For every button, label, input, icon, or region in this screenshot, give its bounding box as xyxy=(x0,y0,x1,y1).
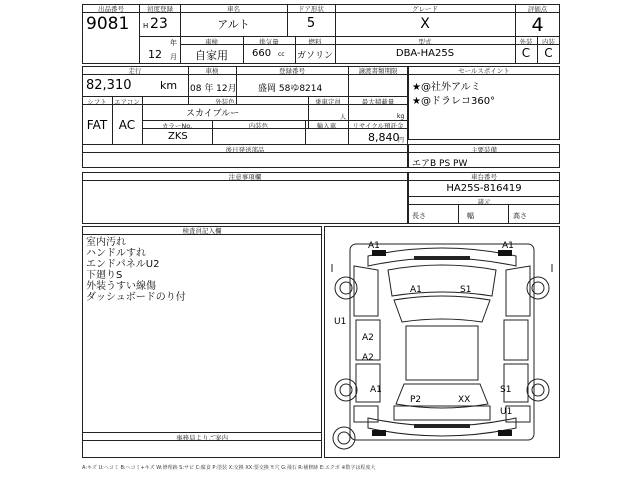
length-label: 長さ xyxy=(412,212,426,220)
recycle-fee-label: リサイクル預託金 xyxy=(352,122,404,130)
damage-mark: XX xyxy=(458,395,471,405)
color-value: スカイブルー xyxy=(186,109,240,119)
chassis-number: HA25S-816419 xyxy=(446,183,522,194)
cc-unit: cc xyxy=(278,51,285,58)
fuel-value: ガソリン xyxy=(296,51,333,61)
capacity-label: 乗車定員 xyxy=(315,98,341,106)
color-no-label: カラーNo. xyxy=(161,122,193,130)
damage-mark: U1 xyxy=(500,407,513,417)
inspector-note: 下廻りS xyxy=(86,270,123,281)
shaken-exp-value: 08 年 12月 xyxy=(190,84,237,94)
plate-value: 盛岡 58ゆ8214 xyxy=(258,84,323,94)
damage-mark: U1 xyxy=(334,317,347,327)
import-label: 輸入車 xyxy=(316,122,337,130)
inspector-note: ハンドルすれ xyxy=(86,248,146,259)
damage-mark: P2 xyxy=(410,395,422,405)
era-mark: H xyxy=(143,22,149,30)
damage-mark: A2 xyxy=(362,353,374,363)
first-reg-label: 初度登録 xyxy=(147,5,173,13)
damage-mark: S1 xyxy=(500,385,512,395)
month-unit: 月 xyxy=(170,53,177,61)
model-label: 型式 xyxy=(418,38,432,46)
interior-score: C xyxy=(544,46,553,60)
dims-title: 諸元 xyxy=(477,198,491,206)
shaken-label: 車検 xyxy=(205,38,218,46)
wheel-rear-left xyxy=(335,379,357,401)
kg-unit: kg xyxy=(397,113,405,120)
score-label: 評価点 xyxy=(527,5,548,13)
taillight-right xyxy=(498,430,512,436)
legend: A:キズ U:ヘコミ B:ヘコミ+キズ W:修理跡 S:サビ C:腐食 P:塗装 X:交換 XX:要交換 Y:穴 G:飛石 R:補修跡 E:エクボ ※数字は程度大 xyxy=(82,465,376,471)
lot-box xyxy=(82,4,140,64)
equipment-label: 主要装備 xyxy=(471,146,497,154)
color-label: 外装色 xyxy=(215,98,235,106)
first-reg-year: 23 xyxy=(150,16,168,32)
grille xyxy=(414,256,470,260)
exterior-label: 外装 xyxy=(519,38,533,46)
color-no-value: ZKS xyxy=(168,131,188,142)
damage-mark: A1 xyxy=(370,385,382,395)
mileage-label: 走行 xyxy=(128,67,142,75)
equipment-value: エアB PS PW xyxy=(412,159,468,169)
shaken-value: 自家用 xyxy=(195,49,228,62)
left-front-fender xyxy=(354,266,378,316)
model-value: DBA-HA25S xyxy=(395,48,455,59)
fuel-label: 燃料 xyxy=(308,38,322,46)
damage-mark: A1 xyxy=(368,241,380,251)
damage-mark: S1 xyxy=(460,285,472,295)
shift-value: FAT xyxy=(86,118,108,132)
car-name: アルト xyxy=(217,18,250,31)
left-rear-door xyxy=(356,364,380,402)
inspector-title: 検査員記入欄 xyxy=(182,227,222,235)
inspector-note: エンドパネルU2 xyxy=(86,259,160,270)
right-rear-door xyxy=(504,364,528,402)
year-unit: 年 xyxy=(170,39,177,47)
car-name-label: 車名 xyxy=(227,5,240,13)
ac-value: AC xyxy=(118,118,136,132)
hood xyxy=(388,265,496,296)
damage-mark: A1 xyxy=(410,285,422,295)
door-value: 5 xyxy=(306,16,316,31)
displacement-value: 660 xyxy=(252,48,272,59)
sales-point-1: ★@社外アルミ xyxy=(412,82,481,93)
wheel-rear-right xyxy=(527,379,549,401)
lot-label: 出品番号 xyxy=(98,5,124,13)
recycle-doc-label: 譲渡書類期限 xyxy=(358,67,398,75)
int-color-label: 内装色 xyxy=(248,122,269,130)
damage-mark: A2 xyxy=(362,333,374,343)
score-value: 4 xyxy=(531,14,544,36)
damage-mark: A1 xyxy=(502,241,514,251)
spare-wheel-inner xyxy=(338,432,350,444)
sales-point-2: ★@ドラレコ360° xyxy=(412,96,496,107)
exterior-score: C xyxy=(521,46,531,60)
grade-label: グレード xyxy=(412,5,438,13)
windshield xyxy=(394,296,490,322)
km-unit: km xyxy=(160,79,178,92)
grade-value: X xyxy=(420,16,430,32)
interior-label: 内装 xyxy=(542,38,555,46)
ac-label: エアコン xyxy=(114,98,140,106)
plate-label: 登録番号 xyxy=(279,67,305,75)
later-parts-label: 後日発送部品 xyxy=(225,146,265,154)
notes-title: 注意事項欄 xyxy=(228,173,262,181)
person-unit: 人 xyxy=(340,114,347,121)
shift-label: シフト xyxy=(87,98,107,106)
office-title: 事務局よりご案内 xyxy=(176,434,228,442)
displacement-label: 排気量 xyxy=(259,38,279,46)
right-front-door xyxy=(504,320,528,360)
inspector-note: ダッシュボードのり付 xyxy=(86,292,186,303)
inspector-notes xyxy=(86,237,186,303)
inspector-note: 外装うすい線傷 xyxy=(86,281,156,292)
int-color-unit: 円 xyxy=(293,137,300,144)
door-label: ドア形状 xyxy=(298,5,324,13)
chassis-title: 車台番号 xyxy=(471,173,497,181)
inspector-note: 室内汚れ xyxy=(86,237,126,248)
lot-number: 9081 xyxy=(86,14,130,34)
taillight-left xyxy=(372,430,386,436)
right-front-fender xyxy=(506,266,530,316)
sales-point-label: セールスポイント xyxy=(458,67,510,75)
mileage-value: 82,310 xyxy=(86,78,132,93)
height-label: 高さ xyxy=(513,212,527,220)
width-label: 幅 xyxy=(467,212,474,220)
yen-unit: 円 xyxy=(398,137,405,144)
rear-plate xyxy=(414,424,470,428)
shaken-exp-label: 車検 xyxy=(205,67,219,75)
recycle-fee-value: 8,840 xyxy=(368,131,400,144)
roof xyxy=(406,326,478,380)
load-label: 最大積載量 xyxy=(361,98,395,106)
car-diagram xyxy=(324,226,560,458)
first-reg-month: 12 xyxy=(148,48,162,61)
